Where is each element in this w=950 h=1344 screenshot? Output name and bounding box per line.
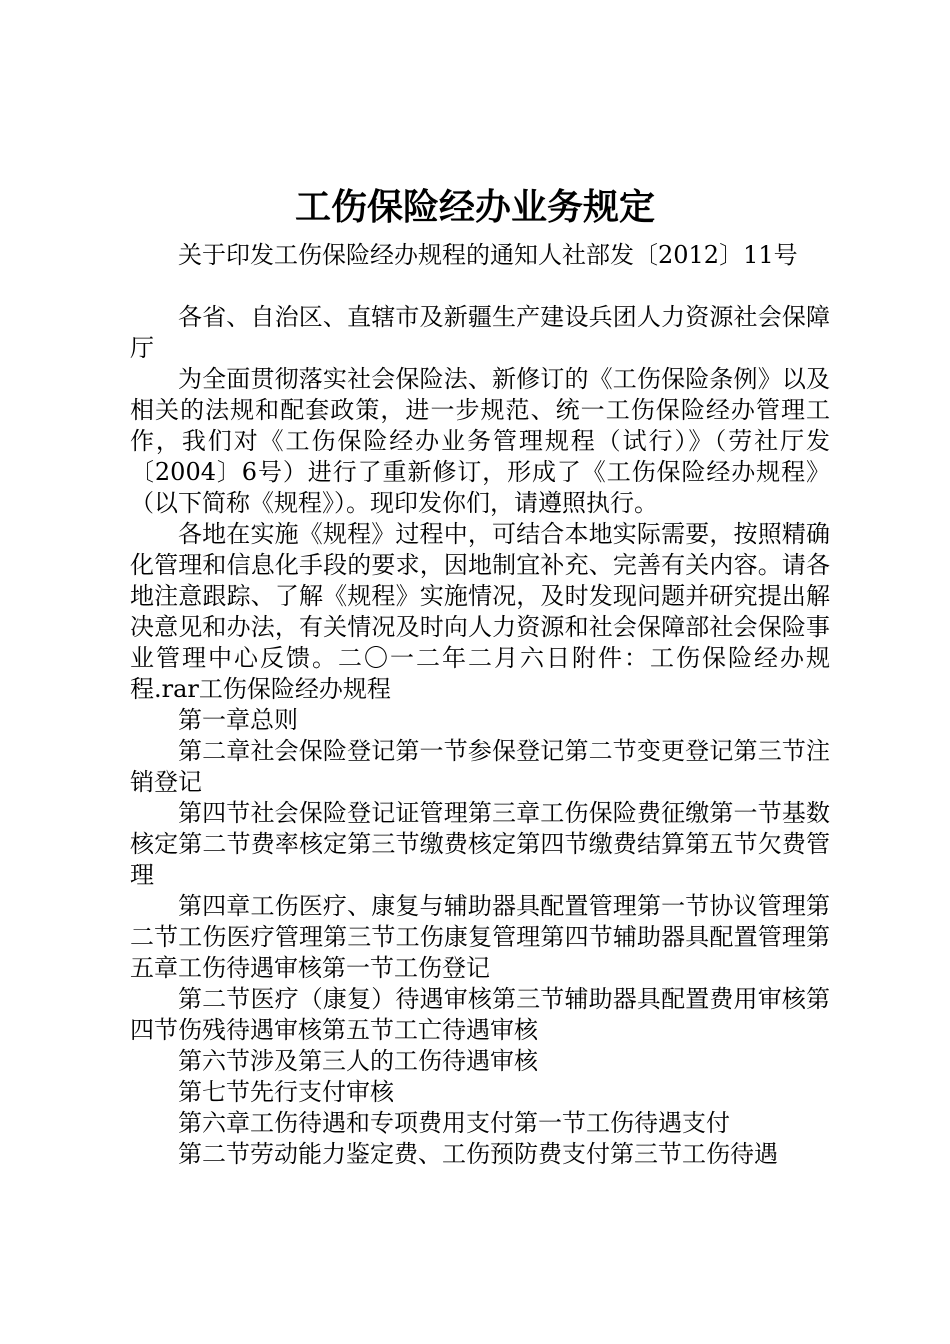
toc-line: 第七节先行支付审核: [178, 1078, 394, 1106]
blank-line: [130, 271, 830, 302]
toc-line: 第二节劳动能力鉴定费、工伤预防费支付第三节工伤待遇: [178, 1140, 778, 1168]
toc-line: 第一章总则: [178, 706, 298, 734]
toc-line: 第四章工伤医疗、康复与辅助器具配置管理第一节协议管理第二节工伤医疗管理第三节工伤康复管理第四节辅助器具配置管理第五章工伤待遇审核第一节工伤登记: [130, 892, 830, 982]
toc-line: 第六章工伤待遇和专项费用支付第一节工伤待遇支付: [178, 1109, 730, 1137]
notice-heading: 关于印发工伤保险经办规程的通知人社部发〔2012〕11号: [178, 241, 798, 269]
body-paragraph: 为全面贯彻落实社会保险法、新修订的《工伤保险条例》以及相关的法规和配套政策，进一步规范、统一工伤保险经办管理工作，我们对《工伤保险经办业务管理规程（试行）》（劳社厅发〔2004〕6号）进行了重新修订，形成了《工伤保险经办规程》（以下简称《规程》）。现印发你们，请遵照执行。: [130, 365, 830, 517]
toc-line: 第二节医疗（康复）待遇审核第三节辅助器具配置费用审核第四节伤残待遇审核第五节工亡待遇审核: [130, 985, 830, 1044]
toc-line: 第四节社会保险登记证管理第三章工伤保险费征缴第一节基数核定第二节费率核定第三节缴费核定第四节缴费结算第五节欠费管理: [130, 799, 830, 889]
toc-line: 第二章社会保险登记第一节参保登记第二节变更登记第三节注销登记: [130, 737, 830, 796]
document-title: 工伤保险经办业务规定: [294, 187, 655, 228]
body-paragraph: 各地在实施《规程》过程中，可结合本地实际需要，按照精确化管理和信息化手段的要求，因地制宜补充、完善有关内容。请各地注意跟踪、了解《规程》实施情况，及时发现问题并研究提出解决意见和办法，有关情况及时向人力资源和社会保障部社会保险事业管理中心反馈。二〇一二年二月六日附件：工伤保险经办规程.rar工伤保险经办规程: [130, 520, 830, 703]
toc-line: 第六节涉及第三人的工伤待遇审核: [178, 1047, 538, 1075]
addressee-paragraph: 各省、自治区、直辖市及新疆生产建设兵团人力资源社会保障厅: [130, 303, 830, 362]
document-body: [130, 240, 830, 1170]
